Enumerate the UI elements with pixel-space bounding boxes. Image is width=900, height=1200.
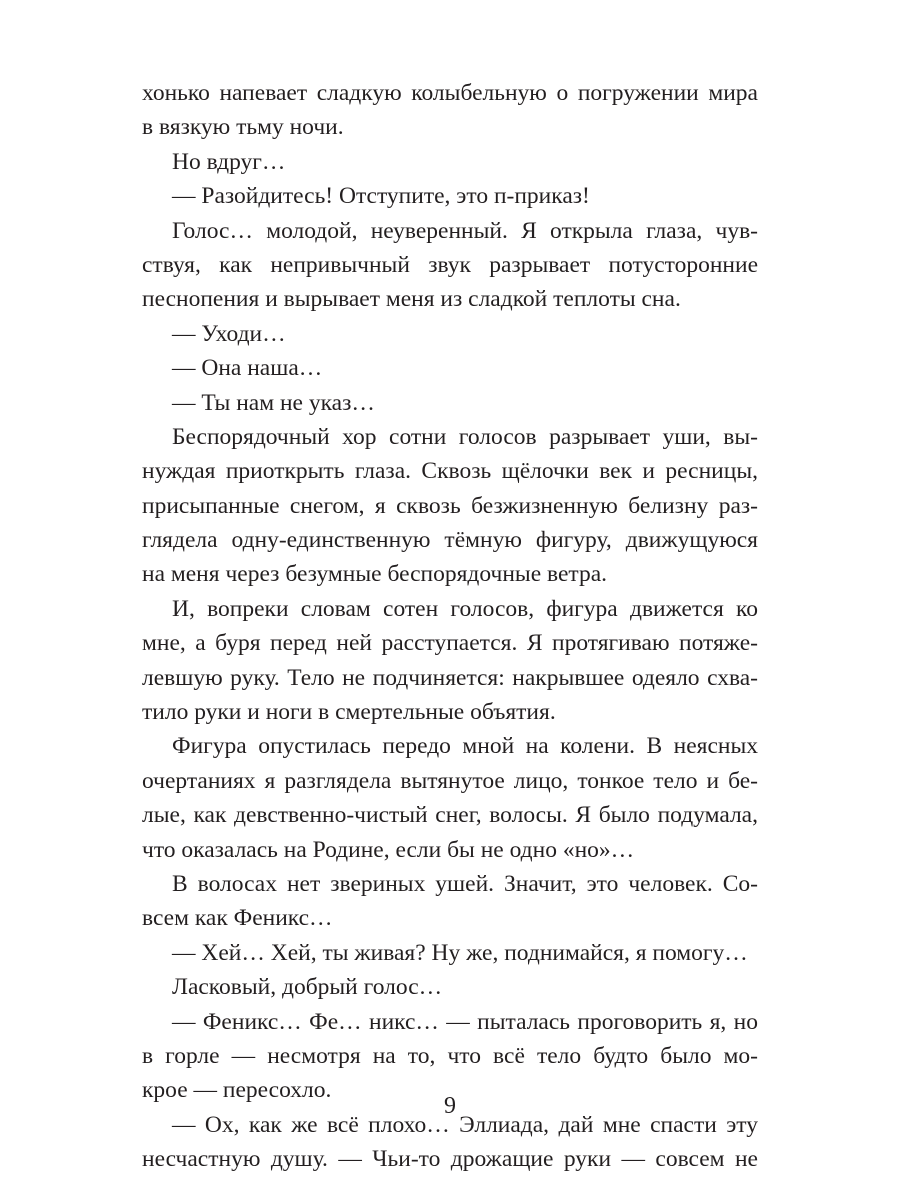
text-line: — Ты нам не указ…	[172, 389, 375, 416]
text-line: мне, а буря перед ней расступается. Я протягиваю потяже-	[142, 630, 758, 657]
text-line: Но вдруг…	[172, 148, 286, 175]
text-line: тило руки и ноги в смертельные объятия.	[142, 699, 556, 726]
text-line: — Хей… Хей, ты живая? Ну же, поднимайся, я помогу…	[172, 939, 748, 966]
text-line: лые, как девственно-чистый снег, волосы. Я было подумала,	[142, 802, 758, 829]
text-line: в вязкую тьму ночи.	[142, 114, 344, 141]
text-line: всем как Феникс…	[142, 905, 333, 932]
text-line: Ласковый, добрый голос…	[172, 974, 443, 1001]
body-text	[142, 76, 758, 1177]
text-line: глядела одну-единственную тёмную фигуру, движущуюся	[142, 527, 758, 554]
text-line: В волосах нет звериных ушей. Значит, это человек. Со-	[172, 870, 758, 897]
text-line: — Феникс… Фе… никс… — пыталась проговорить я, но	[172, 1008, 758, 1035]
text-line: песнопения и вырывает меня из сладкой теплоты сна.	[142, 286, 681, 313]
text-line: — Она наша…	[172, 355, 323, 382]
text-line: левшую руку. Тело не подчиняется: накрывшее одеяло схва-	[142, 664, 758, 691]
text-line: И, вопреки словам сотен голосов, фигура движется ко	[172, 595, 758, 622]
text-line: присыпанные снегом, я сквозь безжизненную белизну раз-	[142, 492, 758, 519]
text-line: нуждая приоткрыть глаза. Сквозь щёлочки век и ресницы,	[142, 458, 758, 485]
text-line: — Уходи…	[172, 320, 286, 347]
text-line: Беспорядочный хор сотни голосов разрывает уши, вы-	[172, 423, 758, 450]
page-number: 9	[444, 1093, 456, 1119]
text-line: — Ох, как же всё плохо… Эллиада, дай мне спасти эту	[172, 1111, 758, 1138]
text-line: Голос… молодой, неуверенный. Я открыла глаза, чув-	[172, 217, 758, 244]
text-line: хонько напевает сладкую колыбельную о погружении мира	[142, 80, 758, 106]
text-line: ствуя, как непривычный звук разрывает потусторонние	[142, 251, 758, 278]
text-line: что оказалась на Родине, если бы не одно «но»…	[142, 836, 635, 863]
text-line: несчастную душу. — Чьи-то дрожащие руки — совсем не	[142, 1146, 758, 1173]
text-line: в горле — несмотря на то, что всё тело будто было мо-	[142, 1042, 758, 1069]
text-line: — Разойдитесь! Отступите, это п-приказ!	[172, 183, 590, 210]
text-line: крое — пересохло.	[142, 1077, 332, 1104]
text-line: очертаниях я разглядела вытянутое лицо, тонкое тело и бе-	[142, 767, 758, 794]
text-line: Фигура опустилась передо мной на колени. В неясных	[172, 733, 758, 760]
text-line: на меня через безумные беспорядочные ветра.	[142, 561, 608, 588]
